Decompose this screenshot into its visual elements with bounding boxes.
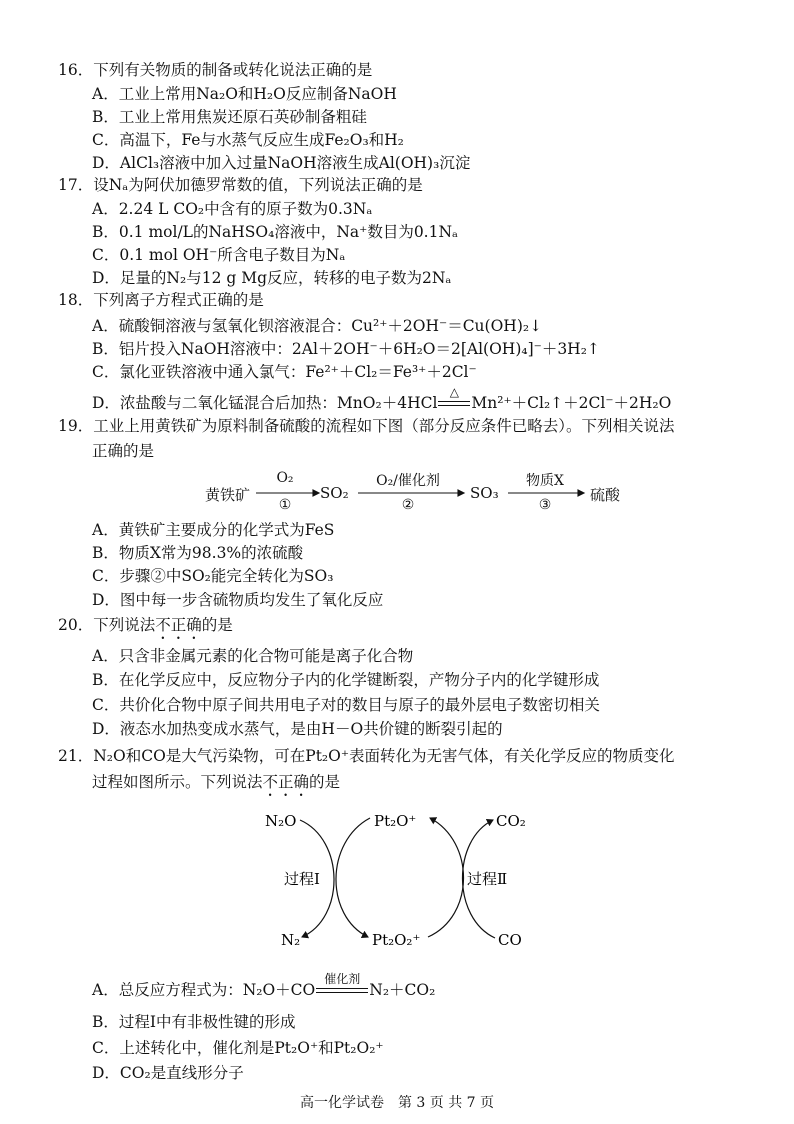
q20-option-b: B．在化学反应中，反应物分子内的化学键断裂，产物分子内的化学键形成 [92,671,600,689]
flow-step3-number: ③ [538,497,552,513]
flow-so2: SO₂ [320,484,349,502]
flow-pyrite: 黄铁矿 [205,486,251,504]
q21-a-left: A．总反应方程式为：N₂O＋CO [92,981,316,999]
q19-option-d: D．图中每一步含硫物质均发生了氧化反应 [92,591,384,609]
q18-d-right: Mn²⁺＋Cl₂↑＋2Cl⁻＋2H₂O [471,394,672,412]
q20-option-d: D．液态水加热变成水蒸气，是由H－O共价键的断裂引起的 [92,720,503,738]
q21-stem-line1: 21．N₂O和CO是大气污染物，可在Pt₂O⁺表面转化为无害气体，有关化学反应的物质变化 [58,747,675,765]
flow-so3: SO₃ [470,484,499,502]
q16-stem: 16．下列有关物质的制备或转化说法正确的是 [58,61,373,79]
q19-option-a: A．黄铁矿主要成分的化学式为FeS [92,521,335,539]
q17-option-a: A．2.24 L CO₂中含有的原子数为0.3Nₐ [92,200,373,218]
q21-option-d: D．CO₂是直线形分子 [92,1064,244,1082]
q20-option-a: A．只含非金属元素的化合物可能是离子化合物 [92,647,414,665]
flow-step1-reagent: O₂ [276,470,294,486]
q20-stem-post: 的是 [201,616,233,634]
q19-option-c: C．步骤②中SO₂能完全转化为SO₃ [92,567,334,585]
n2o-label: N₂O [265,812,297,830]
q21-a-right: N₂＋CO₂ [369,981,436,999]
q20-stem-emphasis: 不正确 [155,616,202,634]
q18-option-b: B．铝片投入NaOH溶液中：2Al＋2OH⁻＋6H₂O＝2[Al(OH)₄]⁻＋3H₂↑ [92,340,600,358]
flow-step1-number: ① [278,497,292,513]
pt2o-plus-top-label: Pt₂O⁺ [374,812,417,830]
q18-option-c: C．氯化亚铁溶液中通入氯气：Fe²⁺＋Cl₂＝Fe³⁺＋2Cl⁻ [92,363,477,381]
flow-step2-reagent: O₂/催化剂 [376,473,440,489]
q17-option-d: D．足量的N₂与12 g Mg反应，转移的电子数为2Nₐ [92,269,452,287]
q18-d-left: D．浓盐酸与二氧化锰混合后加热：MnO₂＋4HCl [92,394,438,412]
q20-stem-pre: 20．下列说法 [58,616,156,634]
pt2o2-plus-label: Pt₂O₂⁺ [372,931,421,949]
q21-stem-emphasis: 不正确 [262,773,310,791]
q21-option-c: C．上述转化中，催化剂是Pt₂O⁺和Pt₂O₂⁺ [92,1039,384,1057]
cycle-left-arc [336,818,370,937]
flow-step2-number: ② [401,497,415,513]
q21-option-a [92,972,436,1000]
q19-stem-line2: 正确的是 [92,442,155,460]
heat-symbol: △ [449,385,460,399]
q16-option-a: A．工业上常用Na₂O和H₂O反应制备NaOH [92,85,397,103]
q18-option-a: A．硫酸铜溶液与氢氧化钡溶液混合：Cu²⁺＋2OH⁻＝Cu(OH)₂↓ [92,317,543,335]
q21-a-catalyst-equals [315,972,369,1000]
co2-label: CO₂ [496,812,526,830]
flow-step3-reagent: 物质X [526,473,564,489]
catalyst-condition: 催化剂 [324,972,361,986]
q17-option-c: C．0.1 mol OH⁻所含电子数目为Nₐ [92,246,346,264]
q17-stem: 17．设Nₐ为阿伏加德罗常数的值，下列说法正确的是 [58,176,423,194]
flow-sulfuric-acid: 硫酸 [590,486,621,504]
q19-stem-line1: 19．工业上用黄铁矿为原料制备硫酸的流程如下图（部分反应条件已略去）。下列相关说法 [58,417,675,435]
q21-stem-post: 的是 [309,773,341,791]
co-label: CO [498,931,522,949]
q21-option-b: B．过程Ⅰ中有非极性键的形成 [92,1013,296,1031]
q20-option-c: C．共价化合物中原子间共用电子对的数目与原子的最外层电子数密切相关 [92,696,600,714]
q16-option-b: B．工业上常用焦炭还原石英砂制备粗硅 [92,108,367,126]
q21-stem-pre: 过程如图所示。下列说法 [92,773,263,791]
page-footer: 高一化学试卷 第 3 页 共 7 页 [299,1095,495,1111]
process-2-label: 过程Ⅱ [467,870,508,888]
q17-option-b: B．0.1 mol/L的NaHSO₄溶液中，Na⁺数目为0.1Nₐ [92,223,459,241]
q18-stem: 18．下列离子方程式正确的是 [58,291,264,309]
cycle-right-arc [428,818,464,937]
q16-option-c: C．高温下，Fe与水蒸气反应生成Fe₂O₃和H₂ [92,131,404,149]
n2-label: N₂ [281,931,301,949]
q16-option-d: D．AlCl₃溶液中加入过量NaOH溶液生成Al(OH)₃沉淀 [92,154,471,172]
process-1-label: 过程Ⅰ [284,870,320,888]
q19-option-b: B．物质X常为98.3%的浓硫酸 [92,544,304,562]
